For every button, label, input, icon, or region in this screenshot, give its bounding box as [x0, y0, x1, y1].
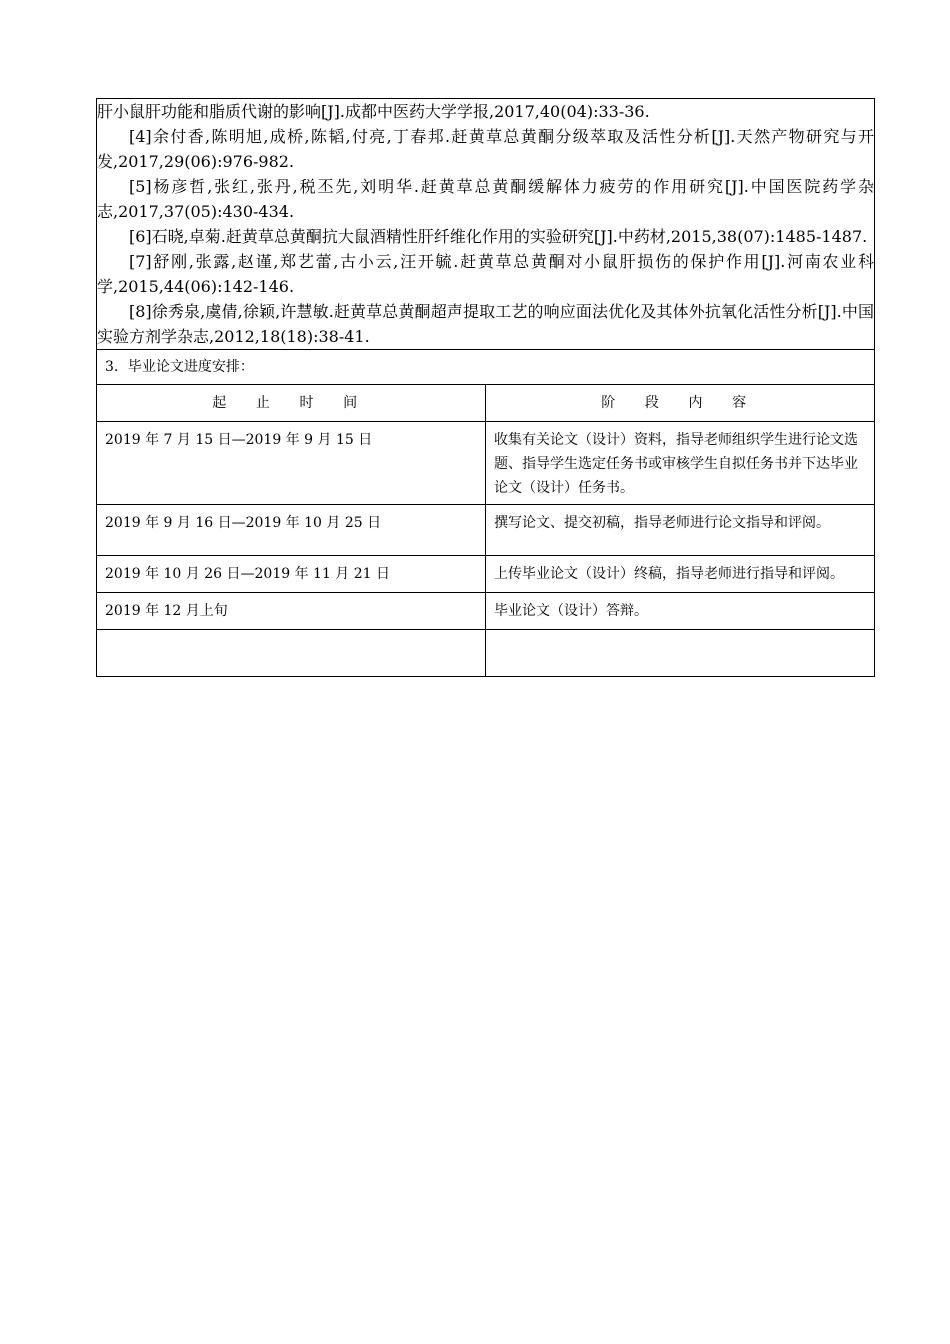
table-row	[97, 422, 875, 505]
reference-item-5: [5]杨彦哲,张红,张丹,税丕先,刘明华.赶黄草总黄酮缓解体力疲劳的作用研究[J].中国医院药学杂志,2017,37(05):430-434.	[97, 177, 874, 221]
row-time: 2019 年 7 月 15 日—2019 年 9 月 15 日	[97, 422, 486, 505]
schedule-header-row	[97, 385, 875, 422]
references-cell	[97, 99, 875, 350]
reference-item-4: [4]余付香,陈明旭,成桥,陈韬,付亮,丁春邦.赶黄草总黄酮分级萃取及活性分析[J].天然产物研究与开发,2017,29(06):976-982.	[97, 127, 874, 171]
row-content	[486, 630, 875, 677]
schedule-section-row	[97, 350, 875, 385]
row-time: 2019 年 9 月 16 日—2019 年 10 月 25 日	[97, 505, 486, 556]
reference-item-6: [6]石晓,卓菊.赶黄草总黄酮抗大鼠酒精性肝纤维化作用的实验研究[J].中药材,2015,38(07):1485-1487.	[129, 227, 868, 246]
table-row	[97, 556, 875, 593]
header-content: 阶 段 内 容	[486, 385, 875, 422]
row-time: 2019 年 10 月 26 日—2019 年 11 月 21 日	[97, 556, 486, 593]
row-time	[97, 630, 486, 677]
row-content: 收集有关论文（设计）资料，指导老师组织学生进行论文选题、指导学生选定任务书或审核学生自拟任务书并下达毕业论文（设计）任务书。	[486, 422, 875, 505]
row-content: 撰写论文、提交初稿，指导老师进行论文指导和评阅。	[486, 505, 875, 556]
reference-continuation: 肝小鼠肝功能和脂质代谢的影响[J].成都中医药大学学报,2017,40(04):33-36.	[97, 102, 650, 121]
document-table	[96, 98, 875, 677]
schedule-section-title: 3．毕业论文进度安排：	[97, 350, 875, 385]
table-row	[97, 505, 875, 556]
references-row	[97, 99, 875, 350]
reference-item-8: [8]徐秀泉,虞倩,徐颖,许慧敏.赶黄草总黄酮超声提取工艺的响应面法优化及其体外抗氧化活性分析[J].中国实验方剂学杂志,2012,18(18):38-41.	[97, 302, 874, 346]
table-row	[97, 630, 875, 677]
header-time: 起 止 时 间	[97, 385, 486, 422]
row-content: 毕业论文（设计）答辩。	[486, 593, 875, 630]
table-row	[97, 593, 875, 630]
row-time: 2019 年 12 月上旬	[97, 593, 486, 630]
reference-item-7: [7]舒刚,张露,赵谨,郑艺蕾,古小云,汪开毓.赶黄草总黄酮对小鼠肝损伤的保护作用[J].河南农业科学,2015,44(06):142-146.	[97, 252, 874, 296]
row-content: 上传毕业论文（设计）终稿，指导老师进行指导和评阅。	[486, 556, 875, 593]
